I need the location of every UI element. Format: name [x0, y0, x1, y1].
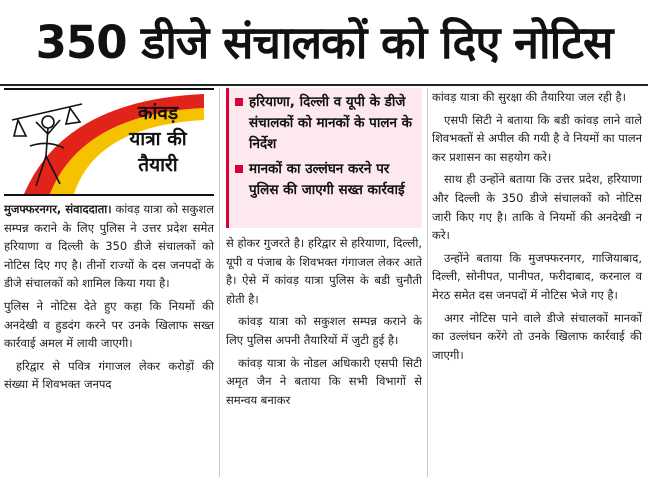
- paragraph: साथ ही उन्होंने बताया कि उत्तर प्रदेश, हरियाणा और दिल्ली के 350 डीजे संचालकों को नोटिस जारी किए गए है। ताकि वे नियमों की अनदेखी न करे।: [432, 172, 642, 243]
- paragraph: हरिद्वार से पवित्र गंगाजल लेकर करोड़ों की संख्या में शिवभक्त जनपद: [4, 358, 214, 392]
- column-divider-1: [219, 88, 220, 477]
- headline: 350 डीजे संचालकों को दिए नोटिस: [35, 16, 613, 69]
- highlight-text: हरियाणा, दिल्ली व यूपी के डीजे संचालकों को मानकों के पालन के निर्देश: [249, 94, 413, 152]
- paragraph: कांवड़ यात्रा के नोडल अधिकारी एसपी सिटी अमृत जैन ने बताया कि सभी विभागों से समन्वय बनाकर: [226, 355, 422, 407]
- logo-title: [110, 100, 206, 178]
- paragraph: [4, 200, 214, 293]
- paragraph-text: कांवड़ यात्रा को सकुशल सम्पन्न कराने के लिए पुलिस ने उत्तर प्रदेश समेत हरियाणा व दिल्ली के 350 डीजे संचालकों को नोटिस दिए गए है। तीनों राज्यों के दस जनपदों के डीजे संचालकों को शामिल किया गया है।: [4, 202, 214, 291]
- article-column-1: [4, 88, 214, 477]
- square-bullet-icon: [235, 98, 243, 106]
- highlights-box: [226, 88, 422, 228]
- highlight-item: [249, 92, 416, 155]
- paragraph: उन्होंने बताया कि मुजफ्फरनगर, गाजियाबाद, दिल्ली, सोनीपत, पानीपत, फरीदाबाद, करनाल व मेरठ समेत दस जनपदों में नोटिस भेजे गए है।: [432, 250, 642, 302]
- paragraph: कांवड़ यात्रा की सुरक्षा की तैयारिया जल रही है।: [432, 90, 627, 104]
- square-bullet-icon: [235, 165, 243, 173]
- highlight-text: मानकों का उल्लंघन करने पर पुलिस की जाएगी सख्त कार्रवाई: [249, 161, 405, 198]
- kanwar-yatra-logo: [4, 88, 214, 196]
- logo-line-2: यात्रा की: [129, 128, 187, 150]
- highlight-item: [249, 159, 416, 201]
- logo-line-3: तैयारी: [138, 154, 178, 176]
- paragraph: कांवड़ यात्रा को सकुशल सम्पन्न कराने के लिए पुलिस अपनी तैयारियों में जुटी हुई है।: [226, 314, 422, 347]
- paragraph: पुलिस ने नोटिस देते हुए कहा कि नियमों की अनदेखी व हुडदंग करने पर उनके खिलाफ सख्त कार्रवाई अमल में लायी जाएगी।: [4, 298, 214, 351]
- paragraph: अगर नोटिस पाने वाले डीजे संचालकों मानकों का उल्लंघन करेंगे तो उनके खिलाफ कार्रवाई की जाएगी।: [432, 310, 642, 362]
- logo-line-1: कांवड़: [137, 102, 179, 124]
- dateline: मुजफ्फरनगर, संवाददाता।: [4, 202, 112, 216]
- headline-rule: [0, 84, 648, 86]
- article-column-2: [226, 88, 422, 477]
- article-column-3: [432, 88, 642, 477]
- paragraph: एसपी सिटी ने बताया कि बडी कांवड़ लाने वाले शिवभक्तों से अपील की गयी है वे नियमों का पालन कर प्रशासन का सहयोग करे।: [432, 112, 642, 164]
- paragraph: से होकर गुजरते है। हरिद्वार से हरियाणा, दिल्ली, यूपी व पंजाब के शिवभक्त गंगाजल लेकर आते है। ऐसे में कांवड़ यात्रा पुलिस के बडी चुनौती होती है।: [226, 236, 422, 306]
- column-divider-2: [427, 88, 428, 477]
